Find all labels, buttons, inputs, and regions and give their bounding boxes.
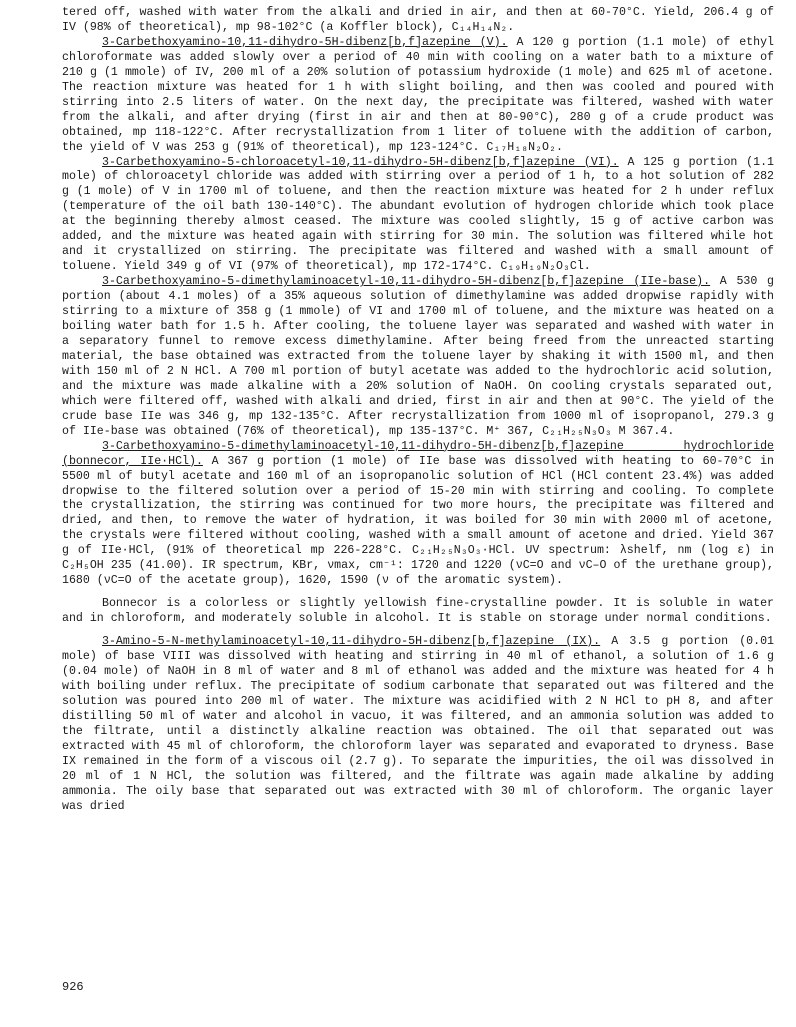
paragraph-text: A 530 g portion (about 4.1 moles) of a 35% aqueous solution of dimethylamine was added dropwise rapidly with stirring to a mixture of 358 g (1 mmole) of VI and 1700 ml of toluene, and the mixture was heated on a boiling water bath for 1.5 h. After cooling, the toluene layer was separated and washed with water in a separatory funnel to remove excess dimethylamine. After being freed from the unreacted starting material, the base obtained was extracted from the toluene layer by shaking it with 1500 ml, and then with 150 ml of 2 N HCl. A 700 ml portion of butyl acetate was added to the hydrochloric acid solution, and the mixture was made alkaline with a 20% solution of NaOH. On cooling crystals separated out, which were filtered off, washed with alkali and dried, first in air and then at 90°C. The yield of the crude base IIe was 346 g, mp 132-135°C. After recrystallization from 1000 ml of isopropanol, 279.3 g of IIe-base was obtained (76% of theoretical), mp 135-137°C. M⁺ 367, C₂₁H₂₅N₃O₃ M 367.4. (62, 275, 774, 438)
compound-title: 3-Carbethoxyamino-5-dimethylaminoacetyl-10,11-dihydro-5H-dibenz[b,f]azepine hydrochloride (bonnecor, IIe·HCl). (62, 439, 774, 468)
document-body (62, 6, 774, 815)
paragraph-gap (62, 589, 774, 597)
paragraph-text: tered off, washed with water from the alkali and dried in air, and then at 60-70°C. Yield, 206.4 g of IV (98% of theoretical), mp 98-102°C (a Koffler block), C₁₄H₁₄N₂. (62, 6, 774, 34)
paragraph-text: A 3.5 g portion (0.01 mole) of base VIII was dissolved with heating and stirring in 40 ml of ethanol, a solution of 1.6 g (0.04 mole) of NaOH in 8 ml of water and 8 ml of ethanol was added and the mixture was heated for 4 h with boiling under reflux. The precipitate of sodium carbonate that separated out was filtered and the solution was poured into 200 ml of water. The mixture was acidified with 2 N HCl to pH 8, and after distilling 50 ml of water and alcohol in vacuo, it was filtered, and an ammonia solution was added to the filtrate, until a distinctly alkaline reaction was obtained. The oil that separated out was extracted with 45 ml of chloroform, the chloroform layer was separated and evaporated to dryness. Base IX remained in the form of a viscous oil (2.7 g). To separate the impurities, the oil was dissolved in 20 ml of 1 N HCl, the solution was filtered, and the filtrate was again made alkaline by adding ammonia. The oily base that separated out was extracted with 30 ml of chloroform. The organic layer was dried (62, 635, 774, 813)
compound-title: 3-Carbethoxyamino-10,11-dihydro-5H-dibenz[b,f]azepine (V). (102, 35, 508, 49)
paragraph-bonnecor-description (62, 597, 774, 627)
paragraph-text: Bonnecor is a colorless or slightly yellowish fine-crystalline powder. It is soluble in water and in chloroform, and moderately soluble in alcohol. It is stable on storage under normal conditions. (62, 597, 774, 626)
paragraph-continuation (62, 6, 774, 36)
paragraph-text: A 367 g portion (1 mole) of IIe base was dissolved with heating to 60-70°C in 5500 ml of butyl acetate and 160 ml of an isopropanolic solution of HCl (HCl content 23.4%) was added dropwise to the filtered solution over a period of 15-20 min with stirring and cooling. To complete the crystallization, the stirring was continued for two more hours, the precipitate was filtered and dried, and then, to remove the water of hydration, it was boiled for 30 min with 2000 ml of acetone, the crystals were filtered without cooling, washed with a small amount of acetone and dried. Yield 367 g of IIe·HCl, (91% of theoretical mp 226-228°C. C₂₁H₂₅N₃O₃·HCl. UV spectrum: λshelf, nm (log ε) in C₂H₅OH 235 (41.00). IR spectrum, KBr, νmax, cm⁻¹: 1720 and 1220 (νC=O and νC–O of the urethane group), 1680 (νC=O of the acetate group), 1620, 1590 (ν of the aromatic system). (62, 454, 774, 588)
compound-title: 3-Amino-5-N-methylaminoacetyl-10,11-dihydro-5H-dibenz[b,f]azepine (IX). (102, 635, 601, 649)
compound-title: 3-Carbethoxyamino-5-dimethylaminoacetyl-10,11-dihydro-5H-dibenz[b,f]azepine (IIe-base). (102, 275, 711, 289)
compound-title: 3-Carbethoxyamino-5-chloroacetyl-10,11-dihydro-5H-dibenz[b,f]azepine (VI). (102, 155, 619, 169)
paragraph-text: A 125 g portion (1.1 mole) of chloroacetyl chloride was added with stirring over a period of 1 h, to a hot solution of 282 g (1 mole) of V in 1700 ml of toluene, and then the reaction mixture was heated for 2 h under reflux (temperature of the oil bath 130-140°C). The abundant evolution of hydrogen chloride which took place at the beginning thereby almost ceased. The mixture was cooled slightly, 15 g of active carbon was added, and the mixture was heated again with stirring for 30 min. The solution was filtered while hot and it crystallized on stirring. The precipitate was filtered and washed with a small amount of toluene. Yield 349 g of VI (97% of theoretical), mp 172-174°C. C₁₉H₁₉N₂O₃Cl. (62, 155, 774, 274)
paragraph-gap (62, 627, 774, 635)
paragraph-compound-vi (62, 156, 774, 276)
paragraph-compound-iie-hcl (62, 440, 774, 590)
paragraph-compound-ix (62, 635, 774, 814)
paragraph-compound-iie-base (62, 275, 774, 439)
paragraph-compound-v (62, 36, 774, 156)
page-number: 926 (62, 980, 84, 994)
paragraph-text: A 120 g portion (1.1 mole) of ethyl chloroformate was added slowly over a period of 40 min with cooling on a water bath to a mixture of 210 g (1 mmole) of IV, 200 ml of a 20% solution of potassium hydroxide (1 mole) and 625 ml of acetone. The reaction mixture was heated for 1 h with slight boiling, and then was cooled and poured with stirring into 2.5 liters of water. On the next day, the precipitate was filtered, washed with water from the alkali, and after drying (first in air and then at 80-90°C), 280 g of a crude product was obtained, mp 118-122°C. After recrystallization from 1 liter of toluene with the addition of carbon, the yield of V was 253 g (91% of theoretical), mp 123-124°C. C₁₇H₁₈N₂O₂. (62, 35, 774, 154)
